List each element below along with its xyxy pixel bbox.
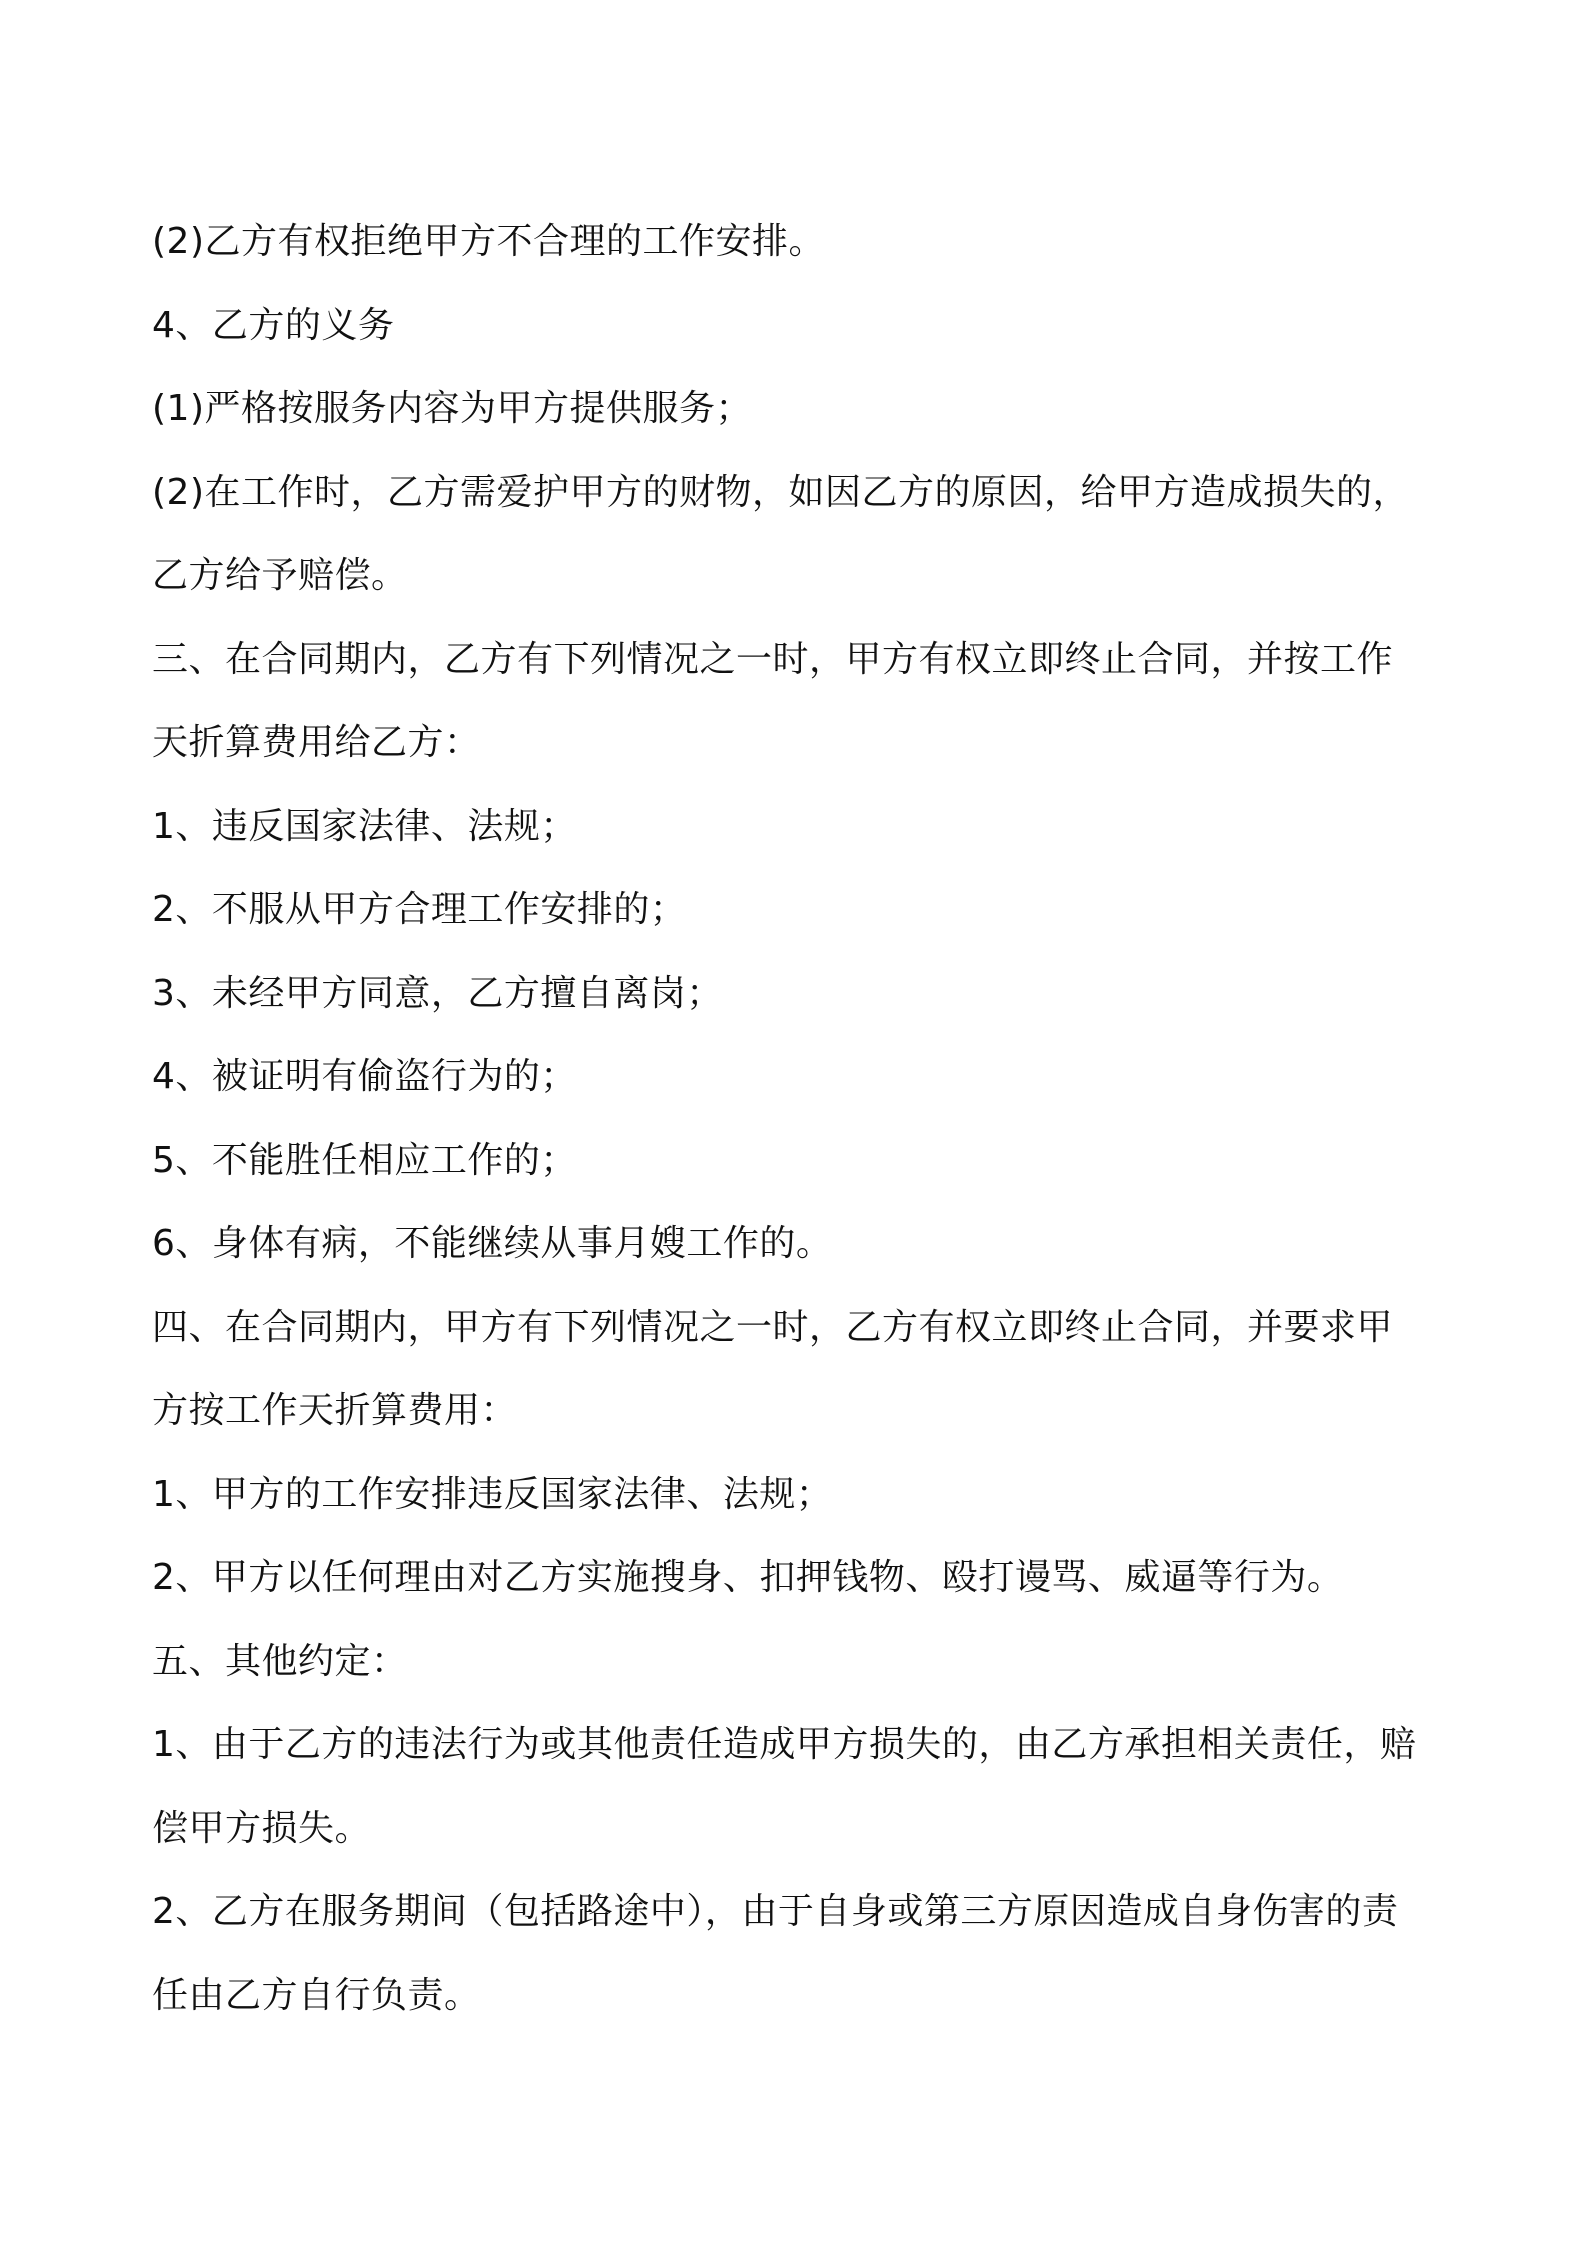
text-line: 任由乙方自行负责。 — [152, 1974, 481, 2016]
list-item: 4、被证明有偷盗行为的； — [152, 1056, 577, 1097]
text-line: (1)严格按服务内容为甲方提供服务； — [152, 388, 752, 429]
list-item: 6、身体有病，不能继续从事月嫂工作的。 — [152, 1223, 833, 1264]
document-body — [152, 200, 1452, 2037]
text-line: 偿甲方损失。 — [152, 1807, 372, 1849]
section-heading: 四、在合同期内，甲方有下列情况之一时，乙方有权立即终止合同，并要求甲 — [152, 1306, 1394, 1348]
list-item: 1、由于乙方的违法行为或其他责任造成甲方损失的，由乙方承担相关责任，赔 — [152, 1724, 1417, 1765]
list-item: 1、违反国家法律、法规； — [152, 805, 577, 847]
list-item: 2、甲方以任何理由对乙方实施搜身、扣押钱物、殴打谩骂、威逼等行为。 — [152, 1557, 1344, 1598]
list-item: 5、不能胜任相应工作的； — [152, 1139, 577, 1181]
text-line: (2)在工作时，乙方需爱护甲方的财物，如因乙方的原因，给甲方造成损失的， — [152, 471, 1409, 513]
text-line: 方按工作天折算费用： — [152, 1390, 518, 1431]
list-item: 3、未经甲方同意，乙方擅自离岗； — [152, 972, 723, 1014]
text-line: 天折算费用给乙方： — [152, 722, 481, 763]
section-heading: 三、在合同期内，乙方有下列情况之一时，甲方有权立即终止合同，并按工作 — [152, 638, 1394, 680]
list-item: 1、甲方的工作安排违反国家法律、法规； — [152, 1473, 833, 1515]
text-line: (2)乙方有权拒绝甲方不合理的工作安排。 — [152, 221, 825, 262]
list-item: 2、不服从甲方合理工作安排的； — [152, 889, 687, 930]
section-heading: 4、乙方的义务 — [152, 304, 395, 346]
text-line: 乙方给予赔偿。 — [152, 555, 408, 596]
section-heading: 五、其他约定： — [152, 1640, 408, 1682]
list-item: 2、乙方在服务期间（包括路途中），由于自身或第三方原因造成自身伤害的责 — [152, 1891, 1399, 1932]
